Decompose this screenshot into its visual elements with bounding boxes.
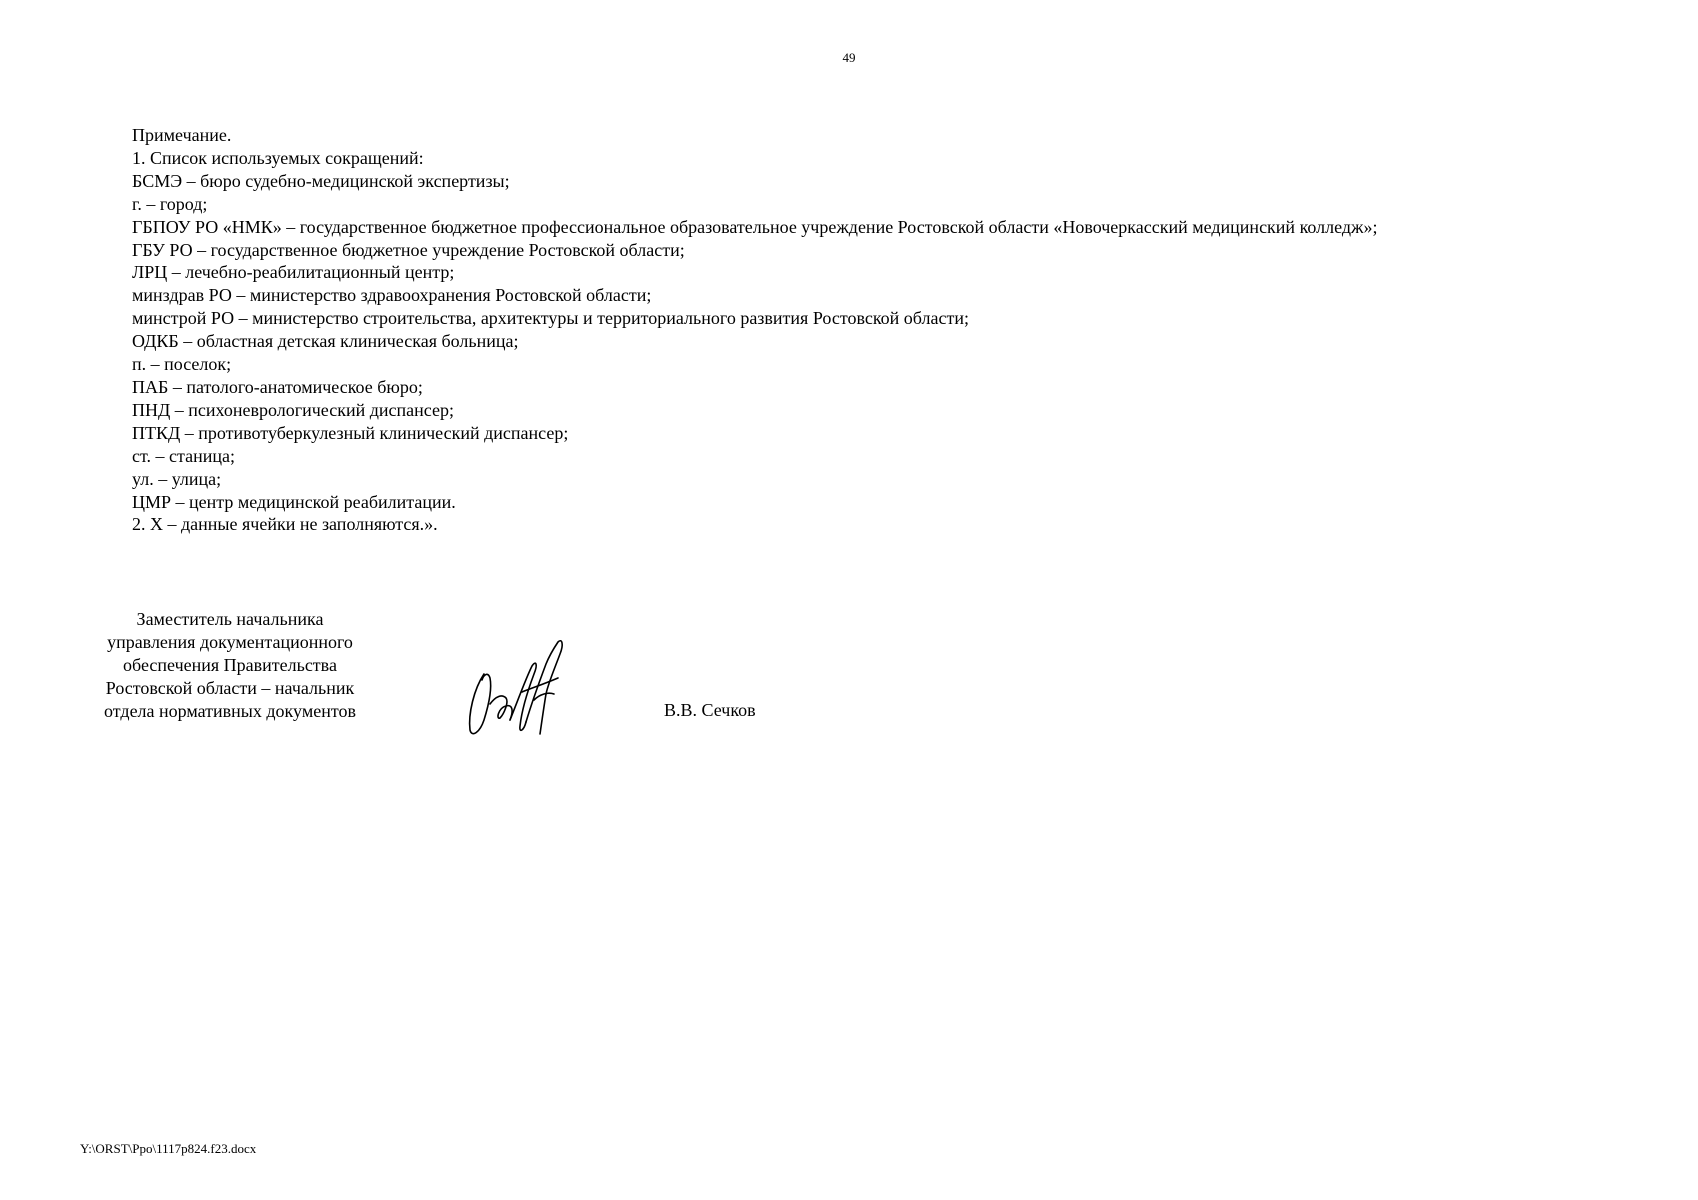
abbreviation-item: ЦМР – центр медицинской реабилитации. bbox=[132, 491, 456, 512]
notes-section bbox=[132, 124, 1632, 536]
abbreviation-item: ПАБ – патолого-анатомическое бюро; bbox=[132, 376, 423, 397]
position-line: Заместитель начальника bbox=[136, 609, 324, 629]
handwritten-signature bbox=[462, 634, 572, 740]
signature-stroke bbox=[470, 674, 491, 734]
abbreviation-item: минстрой РО – министерство строительства, архитектуры и территориального развития Ростовской области; bbox=[132, 308, 969, 329]
signature-stroke bbox=[540, 694, 546, 734]
abbreviation-item: г. – город; bbox=[132, 193, 208, 214]
abbreviation-item: ГБПОУ РО «НМК» – государственное бюджетное профессиональное образовательное учреждение Ростовской области «Новочеркасский медицинский колледж»; bbox=[132, 216, 1378, 237]
abbreviation-item: ЛРЦ – лечебно-реабилитационный центр; bbox=[132, 262, 455, 283]
abbreviation-item: ПНД – психоневрологический диспансер; bbox=[132, 399, 454, 420]
signature-stroke bbox=[534, 693, 554, 700]
abbreviation-item: ПТКД – противотуберкулезный клинический диспансер; bbox=[132, 422, 569, 443]
file-path: Y:\ORST\Ppo\1117p824.f23.docx bbox=[80, 1141, 257, 1156]
signature-stroke bbox=[490, 696, 512, 720]
abbreviation-item: ст. – станица; bbox=[132, 445, 235, 466]
note-item-2: 2. Х – данные ячейки не заполняются.». bbox=[132, 514, 438, 535]
notes-heading: Примечание. bbox=[132, 125, 232, 145]
abbreviation-item: ул. – улица; bbox=[132, 468, 222, 489]
signatory-position bbox=[80, 608, 380, 723]
abbreviation-item: п. – поселок; bbox=[132, 354, 232, 375]
position-line: Ростовской области – начальник bbox=[105, 678, 355, 698]
position-line: отдела нормативных документов bbox=[104, 701, 356, 721]
position-line: обеспечения Правительства bbox=[123, 655, 337, 675]
abbreviations-list-title: 1. Список используемых сокращений: bbox=[132, 147, 424, 168]
abbreviation-item: БСМЭ – бюро судебно-медицинской экспертизы; bbox=[132, 170, 510, 191]
position-line: управления документационного bbox=[107, 632, 353, 652]
abbreviation-item: ОДКБ – областная детская клиническая больница; bbox=[132, 331, 519, 352]
signer-name: В.В. Сечков bbox=[664, 700, 756, 720]
page-number: 49 bbox=[842, 50, 856, 65]
signature-stroke bbox=[510, 663, 536, 730]
abbreviation-item: минздрав РО – министерство здравоохранения Ростовской области; bbox=[132, 285, 652, 306]
abbreviation-item: ГБУ РО – государственное бюджетное учреждение Ростовской области; bbox=[132, 239, 685, 260]
